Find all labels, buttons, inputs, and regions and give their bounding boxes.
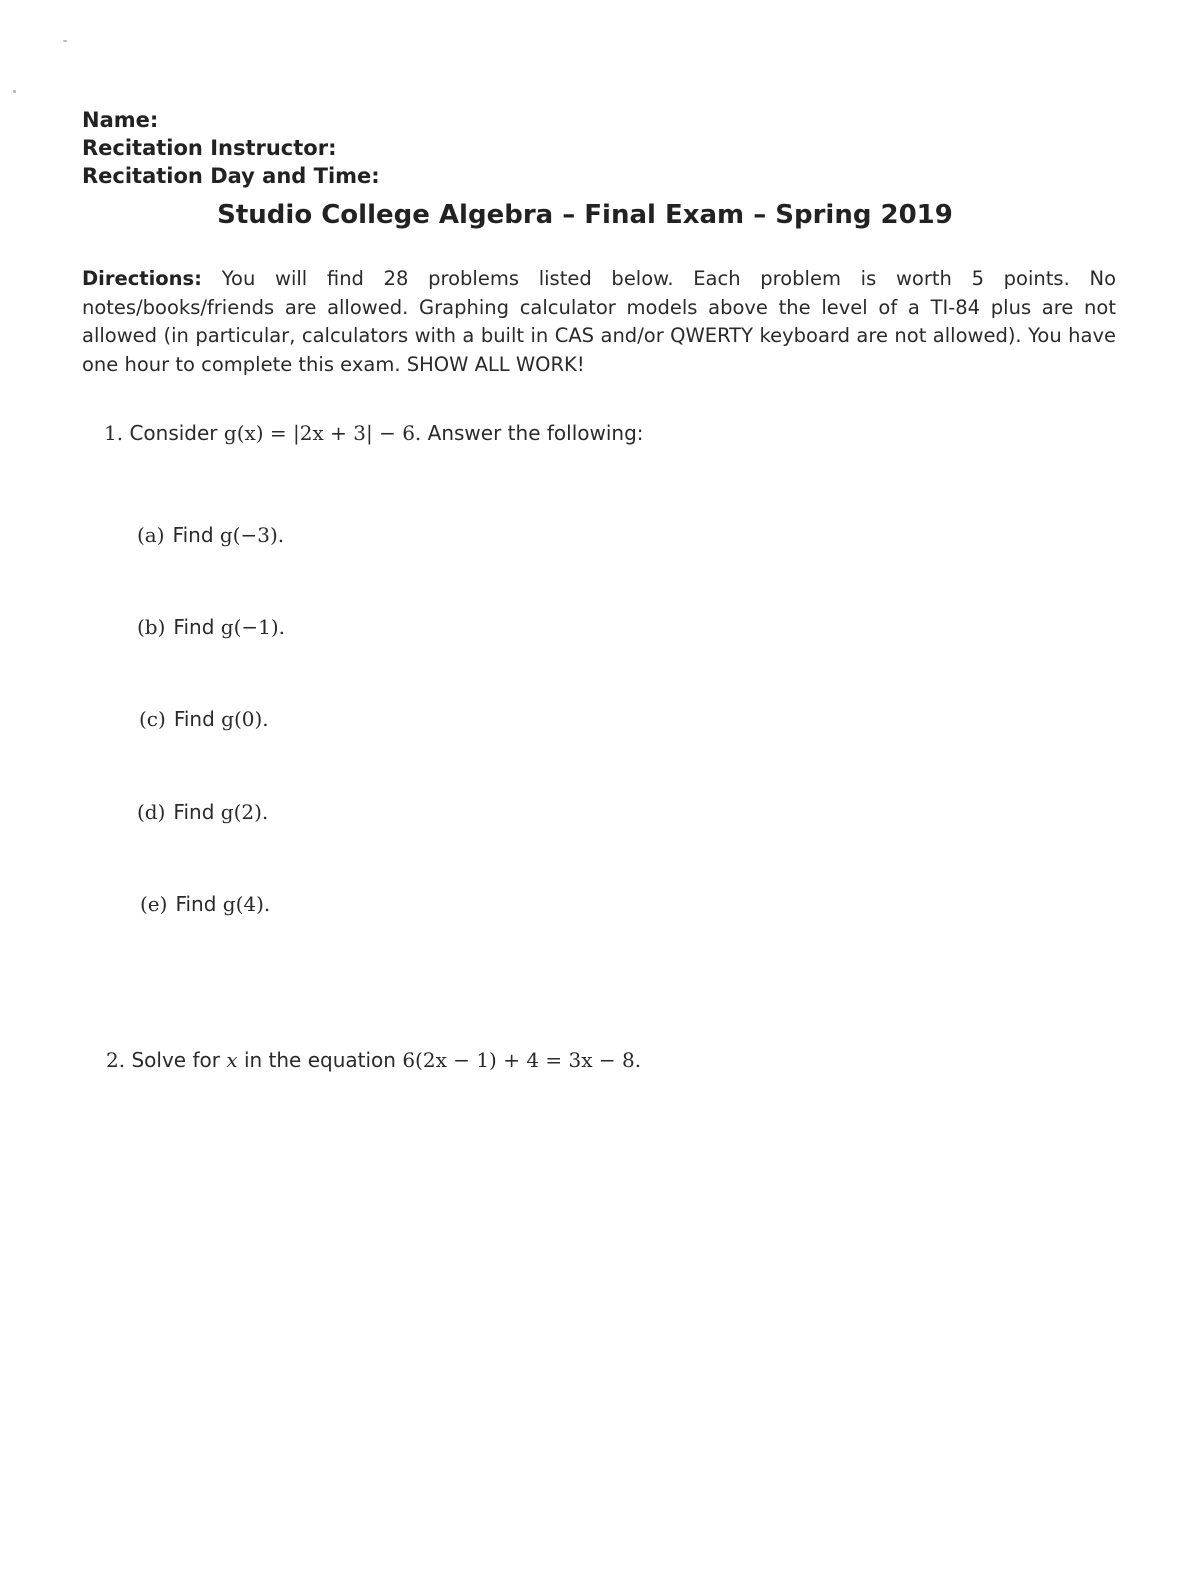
problem-1-part-b (137, 615, 285, 639)
problem-number: 1. (104, 421, 124, 445)
part-label: (e) (140, 892, 168, 916)
equation: 6(2x − 1) + 4 = 3x − 8. (402, 1048, 642, 1072)
problem-1-part-c (139, 707, 269, 731)
part-expression: g(4). (222, 892, 271, 916)
part-expression: g(−1). (220, 615, 286, 639)
part-expression: g(0). (221, 707, 269, 731)
part-expression: g(2). (220, 800, 269, 824)
scan-speck (13, 90, 16, 93)
part-label: (d) (137, 800, 166, 824)
problem-middle: in the equation (243, 1048, 396, 1072)
problem-1 (104, 421, 644, 445)
part-text: Find (173, 707, 215, 731)
variable: x (226, 1048, 238, 1072)
part-text: Find (173, 615, 215, 639)
function-definition: g(x) = |2x + 3| − 6. (223, 421, 422, 445)
problem-1-part-a (137, 523, 284, 547)
directions-text: You will find 28 problems listed below. Each problem is worth 5 points. No notes/books/friends are allowed. Graphing calculator models above the level of a TI-84 plus are not allowed (in particular, calculators with a built in CAS and/or QWERTY keyboard are not allowed). You have one hour to complete this exam. SHOW ALL WORK! (82, 267, 1116, 376)
scan-speck (63, 40, 67, 42)
exam-title: Studio College Algebra – Final Exam – Spring 2019 (217, 200, 953, 230)
student-info-fields (82, 106, 380, 190)
part-label: (c) (139, 707, 166, 731)
directions-paragraph (82, 265, 1116, 379)
problem-1-part-d (137, 800, 268, 824)
problem-prefix: Solve for (131, 1048, 220, 1072)
part-label: (b) (137, 615, 166, 639)
problem-prefix: Consider (129, 421, 218, 445)
problem-number: 2. (106, 1048, 126, 1072)
directions-label: Directions: (82, 267, 202, 290)
part-expression: g(−3). (219, 523, 285, 547)
part-text: Find (175, 892, 217, 916)
problem-1-part-e (140, 892, 270, 916)
part-text: Find (172, 523, 214, 547)
part-label: (a) (137, 523, 165, 547)
recitation-instructor-label: Recitation Instructor: (82, 136, 337, 160)
name-label: Name: (82, 108, 159, 132)
part-text: Find (173, 800, 215, 824)
problem-2 (106, 1048, 641, 1072)
problem-suffix: Answer the following: (427, 421, 644, 445)
recitation-day-time-label: Recitation Day and Time: (82, 164, 380, 188)
